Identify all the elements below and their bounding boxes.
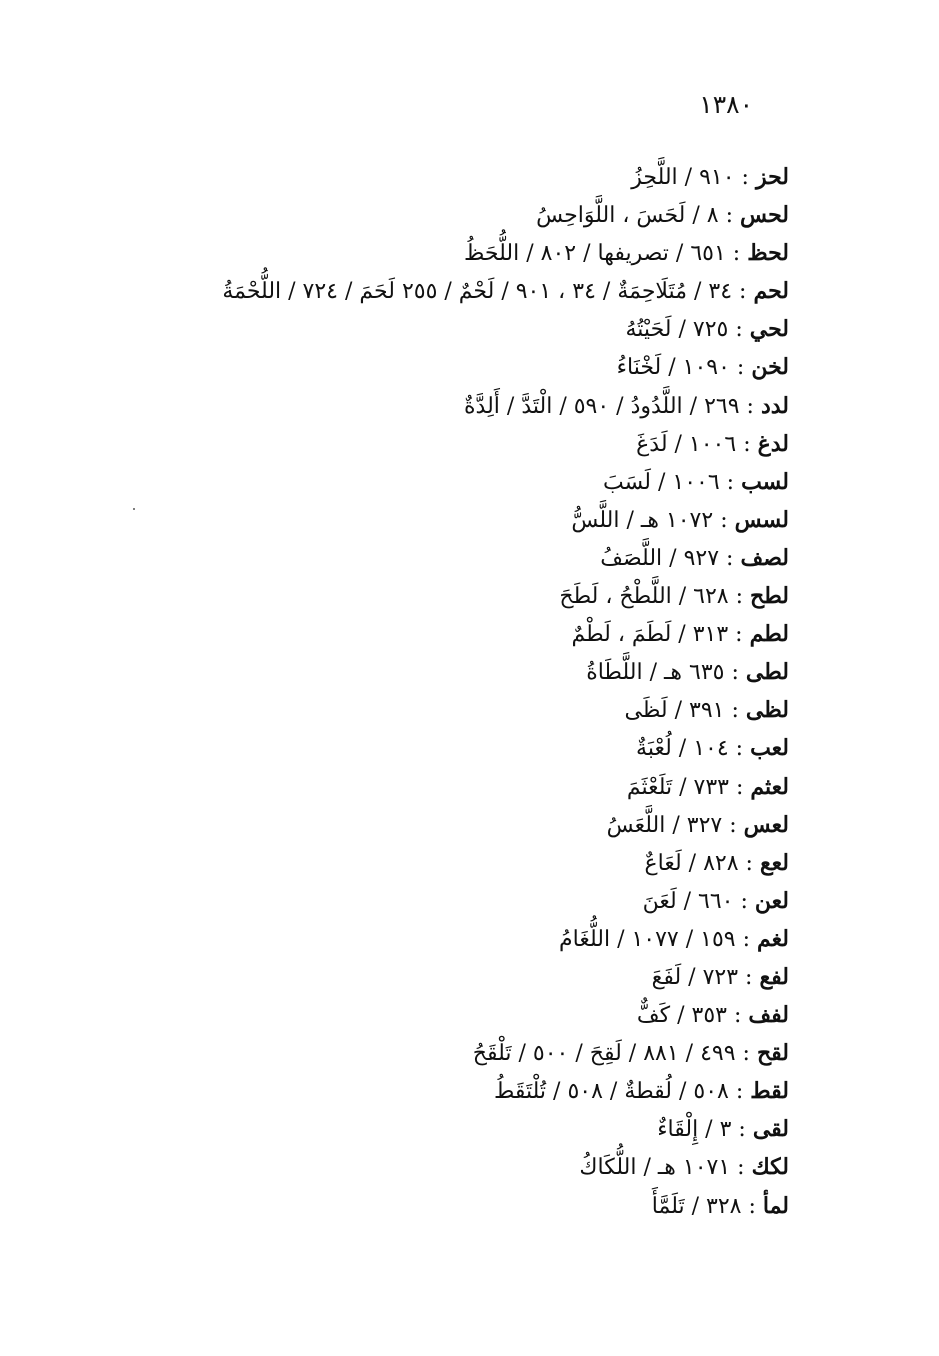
index-entry: [89, 463, 789, 501]
entry-references: ٦٢٨ / اللَّطْحُ ، لَطَحَ: [559, 584, 729, 610]
index-entry: [89, 348, 789, 386]
entry-references: ٩١٠ / اللَّحِزُ: [631, 165, 735, 190]
entry-root: لدد: [760, 392, 789, 419]
entry-separator: :: [735, 736, 744, 762]
entry-references: ٨ / لَحَسَ ، اللَّوَاحِسُ: [536, 203, 719, 229]
entry-root: لطم: [749, 621, 789, 648]
entry-separator: :: [726, 545, 734, 571]
entry-references: ٣٢٧ / اللَّعَسُ: [606, 812, 723, 838]
entry-separator: :: [729, 812, 737, 838]
entry-references: ١٠٩٠ / لَخْنَاءُ: [616, 355, 730, 381]
entry-root: لقح: [756, 1040, 789, 1067]
index-entry: [89, 1148, 789, 1186]
index-entry: [89, 196, 789, 234]
entry-separator: :: [735, 584, 744, 610]
entry-separator: :: [725, 203, 734, 229]
entry-root: لعب: [750, 735, 789, 762]
entry-root: لفف: [748, 1002, 789, 1029]
entry-references: ٧٣٣ / تَلَعْثَمَ: [626, 774, 729, 800]
entry-separator: :: [735, 317, 743, 343]
entry-root: لغم: [757, 925, 789, 952]
entry-root: لعن: [754, 887, 789, 914]
entry-references: ٧٢٣ / لَفَعَ: [651, 964, 739, 990]
index-entry: [89, 310, 789, 348]
entry-references: ٣١٣ / لَطَمَ ، لَطْمٌ: [571, 622, 729, 648]
entry-separator: :: [739, 279, 747, 305]
entry-separator: :: [735, 774, 744, 800]
entry-references: ٣ / إِلْقَاءٌ: [657, 1117, 732, 1143]
entry-root: لعع: [759, 849, 789, 876]
entry-root: لطى: [745, 659, 789, 686]
entry-root: لعثم: [750, 773, 789, 800]
index-entry: [89, 691, 789, 729]
index-entry: [89, 501, 789, 539]
index-list: [89, 158, 789, 1225]
entry-separator: :: [726, 469, 735, 495]
entry-root: لكك: [751, 1154, 789, 1181]
index-entry: [89, 1034, 789, 1072]
entry-root: لفع: [759, 963, 789, 990]
entry-separator: :: [738, 1117, 746, 1143]
entry-references: ٢٦٩ / اللَّدُودُ / ٥٩٠ / الْتَدَّ / أَلِدَّةٌ: [464, 393, 740, 419]
entry-separator: :: [732, 241, 741, 267]
entry-root: لخن: [751, 354, 789, 381]
entry-root: لقى: [752, 1116, 789, 1143]
entry-separator: :: [735, 622, 743, 648]
entry-references: ٣٤ / مُتَلَاحِمَةٌ / ٣٤ ، ٩٠١ / لَحْمٌ / ٢٥٥ لَحَمَ / ٧٢٤ / اللُّحْمَةُ: [222, 279, 733, 305]
entry-root: لحي: [749, 316, 789, 343]
index-entry: [89, 1072, 789, 1110]
entry-separator: :: [720, 507, 728, 533]
index-entry: [89, 272, 789, 310]
index-entry: [89, 234, 789, 272]
entry-separator: :: [741, 165, 749, 190]
entry-root: لحظ: [747, 240, 789, 267]
index-entry: [89, 387, 789, 425]
entry-separator: :: [745, 964, 753, 990]
entry-separator: :: [745, 850, 753, 876]
entry-references: ٨٢٨ / لَعَاعٌ: [644, 850, 739, 876]
entry-separator: :: [733, 1003, 742, 1029]
index-entry: [89, 158, 789, 196]
index-entry: [89, 920, 789, 958]
entry-separator: :: [740, 888, 748, 914]
index-entry: [89, 425, 789, 463]
index-entry: [89, 1187, 789, 1225]
index-entry: [89, 882, 789, 920]
index-entry: [89, 958, 789, 996]
entry-separator: :: [735, 1079, 744, 1105]
index-entry: [89, 996, 789, 1034]
index-entry: [89, 1110, 789, 1148]
entry-references: ١٠٠٦ / لَسَبَ: [603, 469, 720, 495]
entry-root: لحس: [740, 202, 789, 229]
entry-references: ١٥٩ / ١٠٧٧ / اللُّغَامُ: [559, 926, 736, 952]
index-entry: [89, 844, 789, 882]
index-entry: [89, 729, 789, 767]
entry-references: ٦٣٥ هـ / اللَّطَاةُ: [586, 660, 725, 686]
entry-root: لسب: [741, 468, 789, 495]
index-entry: [89, 653, 789, 691]
index-entry: [89, 539, 789, 577]
entry-root: لحز: [755, 164, 789, 190]
entry-separator: :: [742, 926, 751, 952]
entry-references: ٤٩٩ / ٨٨١ / لَقِحَ / ٥٠٠ / تَلْقَحُ: [472, 1041, 736, 1067]
entry-references: ١٠٠٦ / لَدَغَ: [636, 431, 737, 457]
entry-root: لظى: [745, 697, 789, 724]
entry-references: ١٠٤ / لُعْبَةٌ: [636, 736, 729, 762]
entry-references: ١٠٧٢ هـ / اللَّسُّ: [571, 507, 714, 533]
index-entry: [89, 806, 789, 844]
entry-root: لدغ: [757, 430, 789, 457]
entry-references: ٣٩١ / لَظَى: [624, 698, 725, 724]
entry-references: ٦٦٠ / لَعَنَ: [642, 888, 734, 914]
index-entry: [89, 768, 789, 806]
entry-separator: :: [731, 660, 739, 686]
entry-references: ٦٥١ / تصريفها / ٨٠٢ / اللُّحَظُ: [464, 241, 726, 267]
entry-references: ١٠٧١ هـ / اللُّكَاكُ: [579, 1155, 731, 1181]
entry-references: ٧٢٥ / لَحَيْتُهُ: [625, 317, 729, 343]
entry-root: لطح: [750, 583, 789, 610]
index-entry: [89, 577, 789, 615]
entry-root: لحم: [753, 278, 789, 305]
entry-separator: :: [742, 1041, 750, 1067]
entry-references: ٣٥٣ / كَفٌّ: [636, 1003, 727, 1029]
entry-separator: :: [748, 1193, 756, 1219]
entry-root: لقط: [750, 1078, 789, 1105]
margin-dot: [133, 508, 135, 510]
index-entry: [89, 615, 789, 653]
entry-references: ٩٢٧ / اللَّصَفُ: [600, 545, 720, 571]
entry-root: لعس: [743, 811, 789, 838]
entry-separator: :: [731, 698, 739, 724]
entry-separator: :: [737, 1155, 745, 1181]
entry-root: لمأ: [762, 1192, 789, 1219]
page-number: ١٣٨٠: [699, 90, 753, 119]
entry-separator: :: [743, 431, 751, 457]
entry-references: ٣٢٨ / تَلَمَّأَ: [651, 1193, 742, 1219]
entry-root: لسس: [734, 506, 789, 533]
entry-separator: :: [746, 393, 754, 419]
entry-references: ٥٠٨ / لُقطةٌ / ٥٠٨ / تُلْتَقَطُ: [494, 1079, 729, 1105]
entry-root: لصف: [740, 544, 789, 571]
entry-separator: :: [736, 355, 745, 381]
